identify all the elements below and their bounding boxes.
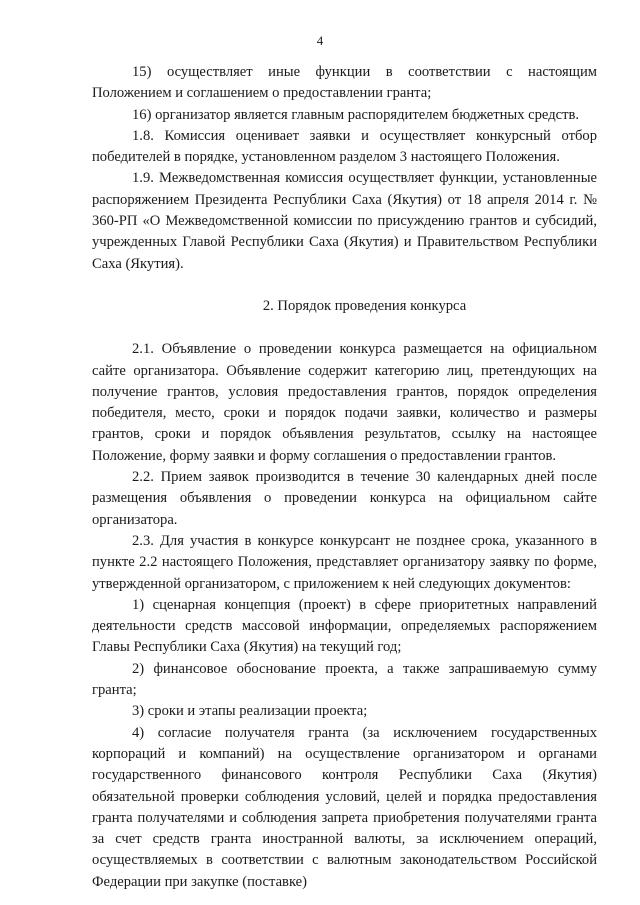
paragraph-2-3: 2.3. Для участия в конкурсе конкурсант не позднее срока, указанного в пункте 2.2 настоящего Положения, представляет организатору заявку по форме, утвержденной организатором, с приложением к ней следующих документов:	[92, 532, 597, 592]
list-item-4: 4) согласие получателя гранта (за исключением государственных корпораций и компаний) на осуществление организатором и органами государственного финансового контроля Республики Саха (Якутия) обязательной проверки соблюдения условий, целей и порядка предоставления гранта получателями и соблюдения запрета приобретения получателями гранта за счет средств гранта иностранной валюты, за исключением операций, осуществляемых в соответствии с валютным законодательством Российской Федерации при закупке (поставке)	[92, 724, 597, 890]
section-heading: 2. Порядок проведения конкурса	[262, 297, 467, 314]
paragraph-2-2: 2.2. Прием заявок производится в течение 30 календарных дней после размещения объявления о проведении конкурса на официальном сайте организатора.	[92, 469, 597, 528]
paragraph-2-1: 2.1. Объявление о проведении конкурса размещается на официальном сайте организатора. Объявление содержит категорию лиц, претендующих на получение грантов, условия предоставления грантов, порядок определения победителя, место, сроки и порядок подачи заявки, количество и размеры грантов, сроки и порядок объявления результатов, ссылку на настоящее Положение, форму заявки и форму соглашения о предоставлении грантов.	[92, 341, 597, 464]
document-body	[92, 62, 597, 893]
page-number: 4	[316, 33, 324, 48]
list-item-3: 3) сроки и этапы реализации проекта;	[132, 703, 368, 720]
list-item-2: 2) финансовое обоснование проекта, а также запрашиваемую сумму гранта;	[92, 660, 597, 699]
list-item-1: 1) сценарная концепция (проект) в сфере приоритетных направлений деятельности средств массовой информации, определяемых распоряжением Главы Республики Саха (Якутия) на текущий год;	[92, 596, 597, 656]
paragraph-item-16: 16) организатор является главным распорядителем бюджетных средств.	[132, 106, 580, 123]
paragraph-item-15: 15) осуществляет иные функции в соответствии с настоящим Положением и соглашением о предоставлении гранта;	[92, 64, 597, 102]
paragraph-1-8: 1.8. Комиссия оценивает заявки и осуществляет конкурсный отбор победителей в порядке, установленном разделом 3 настоящего Положения.	[92, 127, 597, 166]
paragraph-1-9: 1.9. Межведомственная комиссия осуществляет функции, установленные распоряжением Президента Республики Саха (Якутия) от 18 апреля 2014 г. № 360-РП «О Межведомственной комиссии по присуждению грантов и субсидий, учрежденных Главой Республики Саха (Якутия) и Правительством Республики Саха (Якутия).	[92, 170, 597, 272]
